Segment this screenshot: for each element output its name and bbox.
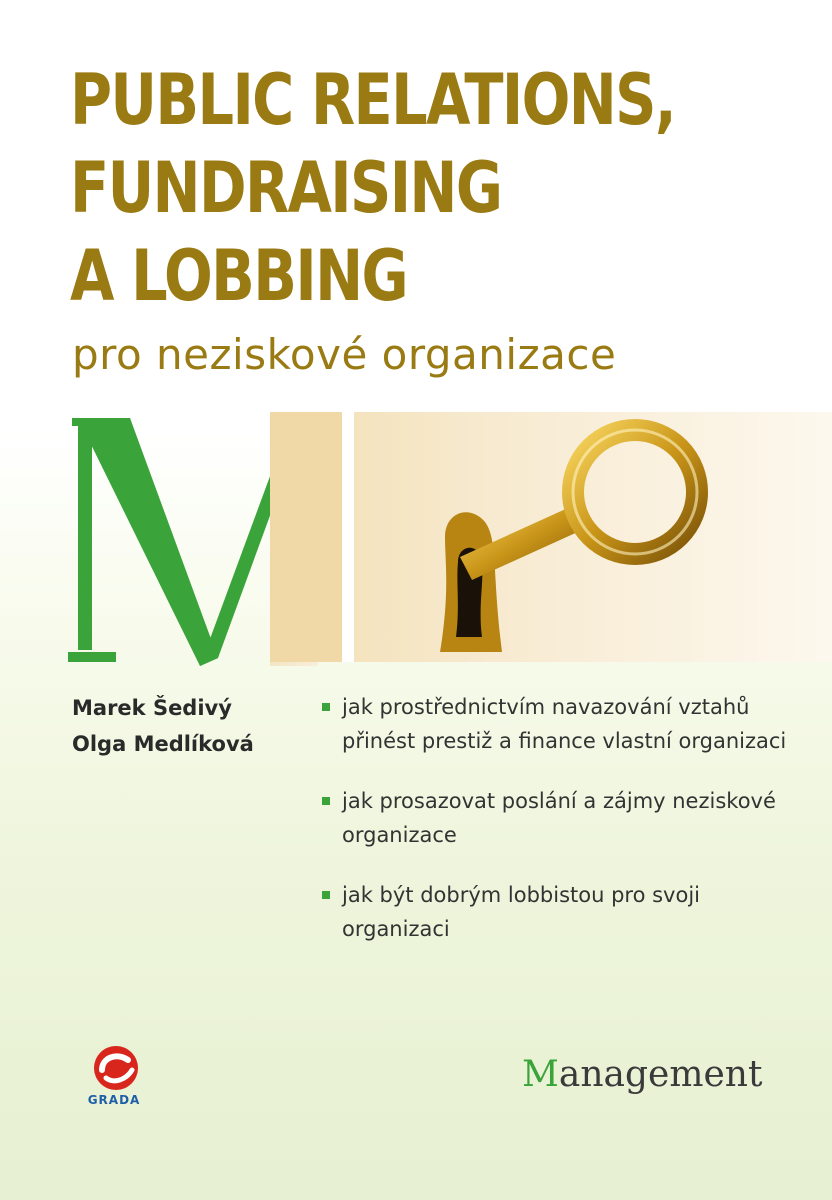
title-line-1: PUBLIC RELATIONS, [70,59,676,141]
book-title [70,56,790,320]
list-item-text: jak prosazovat poslání a zájmy neziskové organizace [342,789,776,847]
title-line-3: A LOBBING [70,235,407,317]
series-rest: anagement [558,1054,763,1095]
bullet-square-icon [322,891,330,899]
author-name: Olga Medlíková [72,732,254,756]
feature-list [322,690,792,972]
list-item [322,878,792,946]
series-name [522,1054,762,1095]
authors [72,690,254,762]
book-subtitle: pro neziskové organizace [72,330,617,379]
list-item-text: jak prostřednictvím navazování vztahů přinést prestiž a finance vlastní organizaci [342,695,787,753]
bullet-square-icon [322,797,330,805]
list-item [322,690,792,758]
author-name: Marek Šedivý [72,696,232,720]
title-line-2: FUNDRAISING [70,147,502,229]
key-in-keyhole-image [270,412,832,662]
publisher-name: GRADA [87,1093,141,1107]
bullet-square-icon [322,703,330,711]
series-first-letter: M [522,1054,559,1095]
list-item-text: jak být dobrým lobbistou pro svoji organizaci [342,883,701,941]
list-item [322,784,792,852]
